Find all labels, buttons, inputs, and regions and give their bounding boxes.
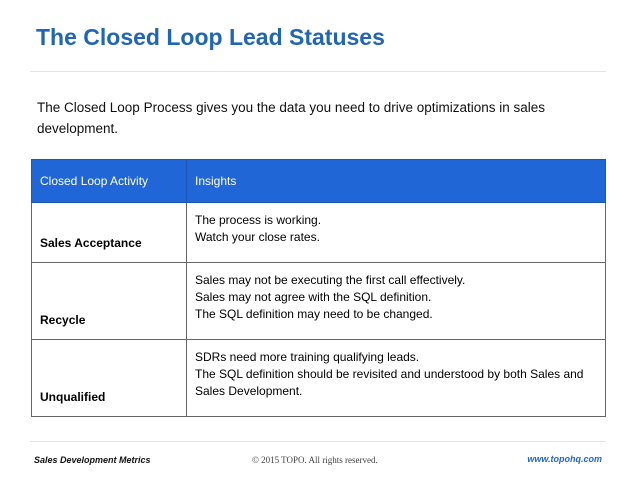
intro-text: The Closed Loop Process gives you the data you need to drive optimizations in sales development. <box>37 100 546 136</box>
insights-cell <box>187 340 606 417</box>
table-row <box>32 203 606 263</box>
footer-divider <box>30 441 606 442</box>
insight-line: The SQL definition should be revisited and understood by both Sales and Sales Development. <box>195 367 584 398</box>
activity-cell: Unqualified <box>32 340 187 417</box>
insight-line: Watch your close rates. <box>195 230 320 244</box>
footer-copyright: © 2015 TOPO. All rights reserved. <box>252 455 378 465</box>
insight-line: The process is working. <box>195 213 322 227</box>
header-activity: Closed Loop Activity <box>32 160 187 203</box>
header-insights: Insights <box>187 160 606 203</box>
table-header-row <box>32 160 606 203</box>
footer-website-link[interactable]: www.topohq.com <box>527 454 602 464</box>
activity-cell: Recycle <box>32 263 187 340</box>
title-divider <box>30 71 606 72</box>
insight-line: Sales may not be executing the first call effectively. <box>195 273 466 287</box>
slide-title: The Closed Loop Lead Statuses <box>36 24 385 50</box>
activity-cell: Sales Acceptance <box>32 203 187 263</box>
insight-line: The SQL definition may need to be changed. <box>195 307 433 321</box>
table-row <box>32 263 606 340</box>
insight-line: Sales may not agree with the SQL definition. <box>195 290 432 304</box>
table-row <box>32 340 606 417</box>
insights-cell <box>187 203 606 263</box>
lead-status-table <box>31 159 606 417</box>
insights-cell <box>187 263 606 340</box>
insight-line: SDRs need more training qualifying leads. <box>195 350 420 364</box>
footer-deck-name: Sales Development Metrics <box>34 455 151 465</box>
